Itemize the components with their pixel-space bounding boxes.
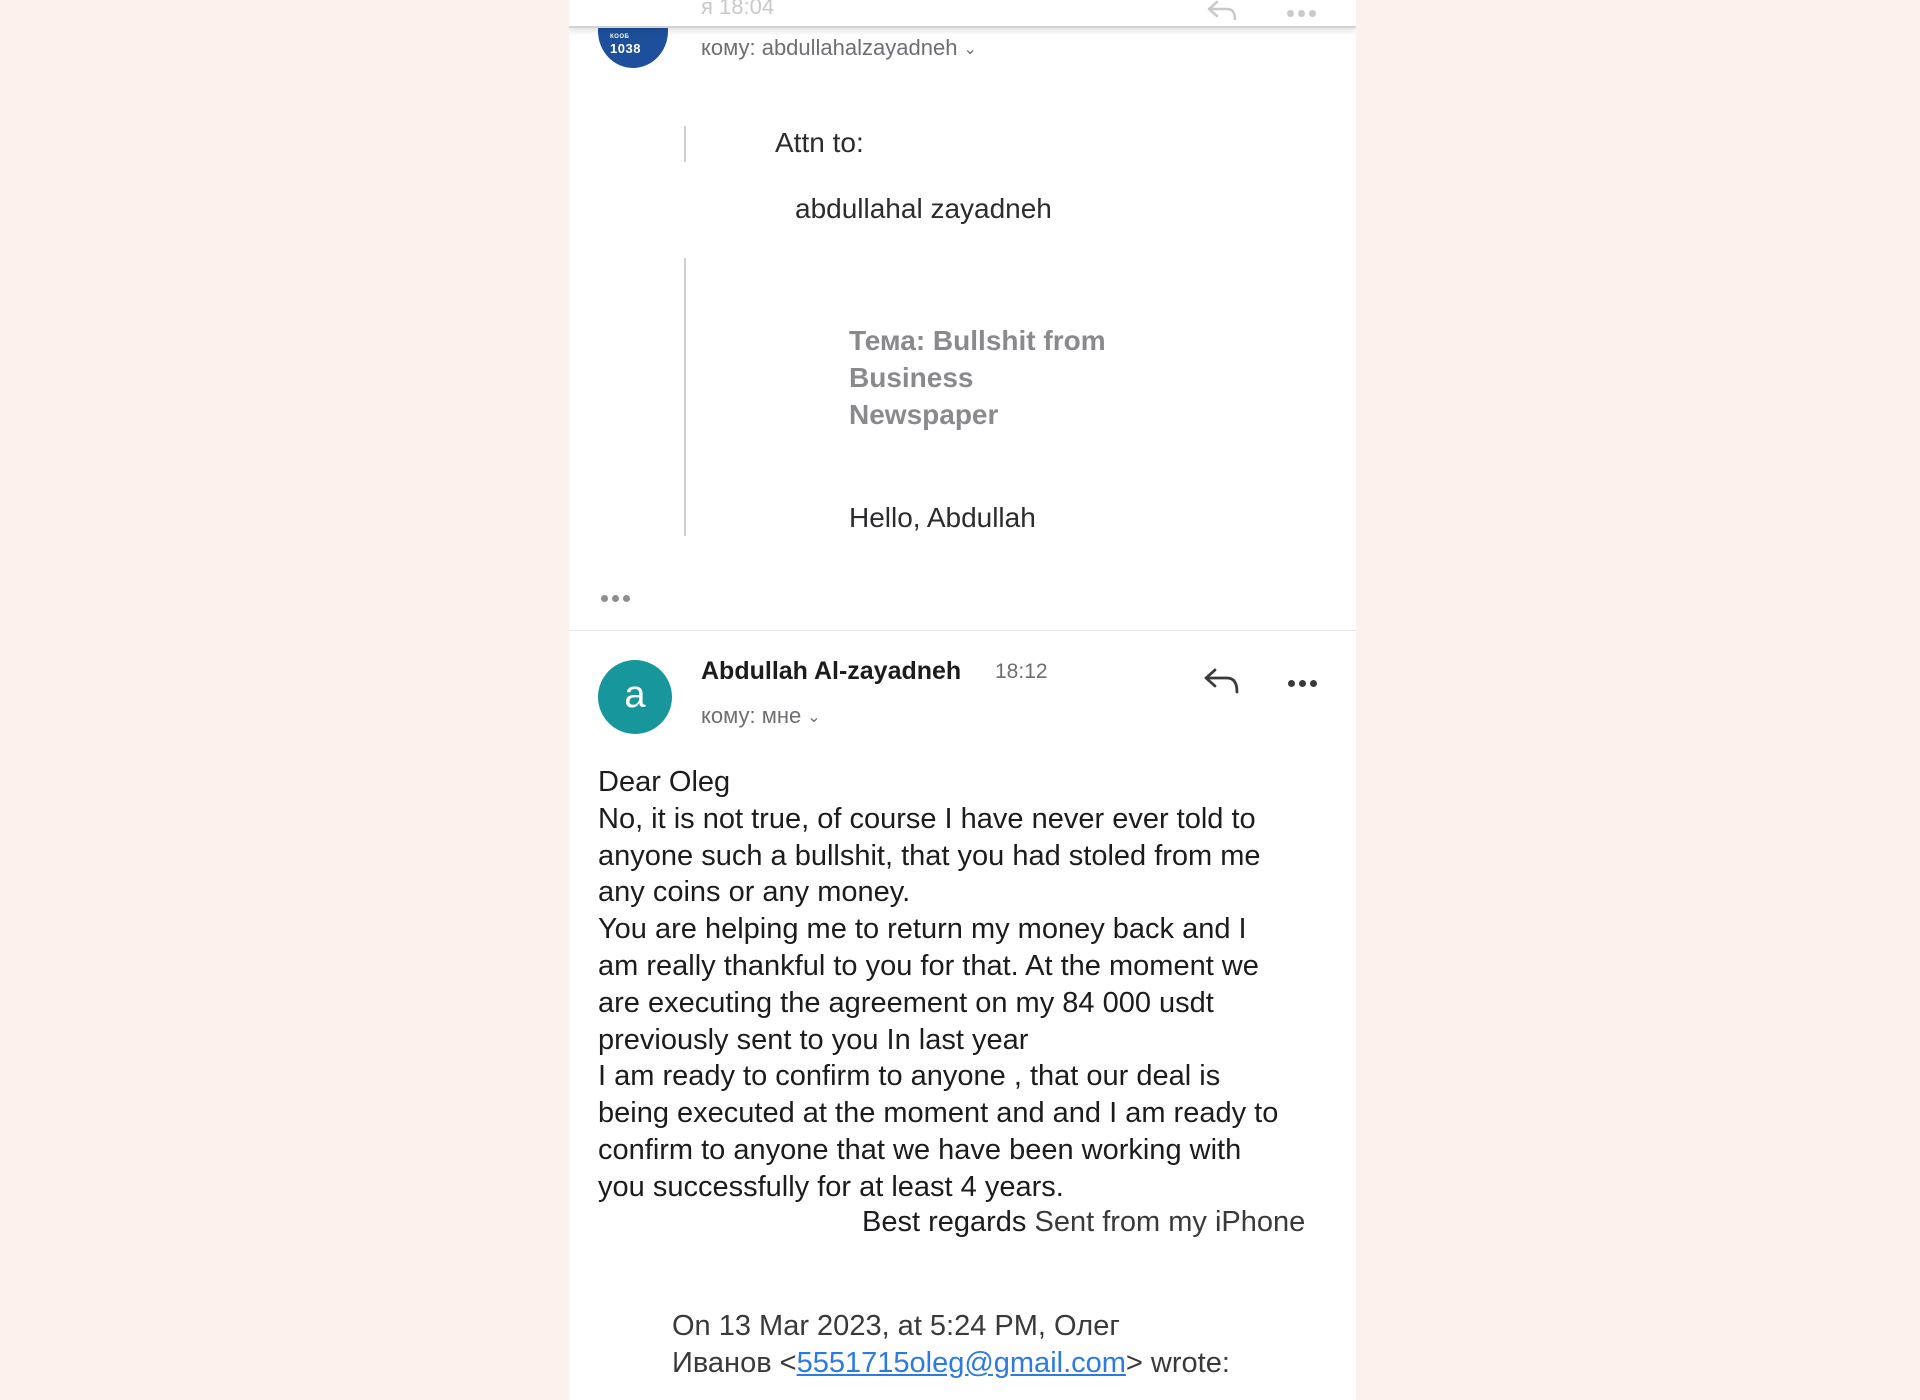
quote-bar-2 xyxy=(684,258,686,536)
previous-more-icon[interactable] xyxy=(1287,10,1316,17)
quoted-greeting: Hello, Abdullah xyxy=(849,502,1036,533)
previous-recipient-label: кому: abdullahalzayadneh xyxy=(701,35,958,60)
signature xyxy=(862,1206,1305,1239)
body-line: No, it is not true, of course I have never ever told to xyxy=(598,802,1256,835)
expand-quoted-icon[interactable] xyxy=(601,595,630,602)
more-icon[interactable] xyxy=(1288,680,1317,687)
body-line: any coins or any money. xyxy=(598,876,911,909)
quote-attribution-line-2 xyxy=(672,1345,1230,1382)
body-line: confirm to anyone that we have been working with xyxy=(598,1133,1242,1166)
sender-name[interactable]: Abdullah Al-zayadneh xyxy=(701,657,962,685)
quoted-subject: Тема: Bullshit from Business Newspaper xyxy=(849,325,1106,430)
body-line: You are helping me to return my money back and I xyxy=(598,913,1247,946)
quote-attribution-line-1: On 13 Mar 2023, at 5:24 PM, Олег xyxy=(672,1310,1120,1342)
body-line: Dear Oleg xyxy=(598,766,731,798)
avatar-badge-small-text: КООБ xyxy=(610,34,630,40)
sender-avatar[interactable]: a xyxy=(598,660,672,734)
quote-bar-1 xyxy=(684,126,686,162)
body-line: am really thankful to you for that. At the moment we xyxy=(598,949,1259,982)
signature-sent-from: Sent from my iPhone xyxy=(1034,1206,1306,1238)
body-line: are executing the agreement on my 84 000 usdt xyxy=(598,986,1214,1019)
reply-icon[interactable] xyxy=(1203,664,1241,696)
attn-name: abdullahal zayadneh xyxy=(795,193,1052,224)
previous-recipient-line[interactable] xyxy=(701,35,977,61)
message-time: 18:12 xyxy=(995,660,1048,683)
quote-attribution-suffix: > wrote: xyxy=(1125,1347,1230,1379)
avatar-badge-text: 1038 xyxy=(610,41,641,56)
body-line: previously sent to you In last year xyxy=(598,1023,1029,1056)
attn-label: Attn to: xyxy=(775,127,864,158)
chevron-down-icon: ⌄ xyxy=(963,41,977,58)
body-line: anyone such a bullshit, that you had stoled from me xyxy=(598,839,1261,872)
signature-regards: Best regards xyxy=(862,1206,1027,1238)
previous-header-strip xyxy=(569,0,1356,28)
quote-attribution-prefix: Иванов < xyxy=(672,1347,797,1379)
body-line: I am ready to confirm to anyone , that our deal is xyxy=(598,1060,1221,1093)
previous-reply-icon[interactable] xyxy=(1207,0,1239,20)
quote-attribution xyxy=(672,1308,1230,1382)
body-line: you successfully for at least 4 years. xyxy=(598,1170,1064,1203)
message-divider xyxy=(569,630,1356,631)
body-line: being executed at the moment and and I am ready to xyxy=(598,1097,1279,1130)
message-body xyxy=(598,764,1338,1206)
previous-sender-time: я 18:04 xyxy=(701,0,775,19)
recipient-line[interactable] xyxy=(701,703,821,729)
recipient-label: кому: мне xyxy=(701,703,802,728)
quote-email-link[interactable]: 5551715oleg@gmail.com xyxy=(796,1347,1126,1379)
avatar-badge xyxy=(610,34,641,56)
email-thread-panel xyxy=(569,0,1356,1400)
chevron-down-icon: ⌄ xyxy=(807,709,821,726)
